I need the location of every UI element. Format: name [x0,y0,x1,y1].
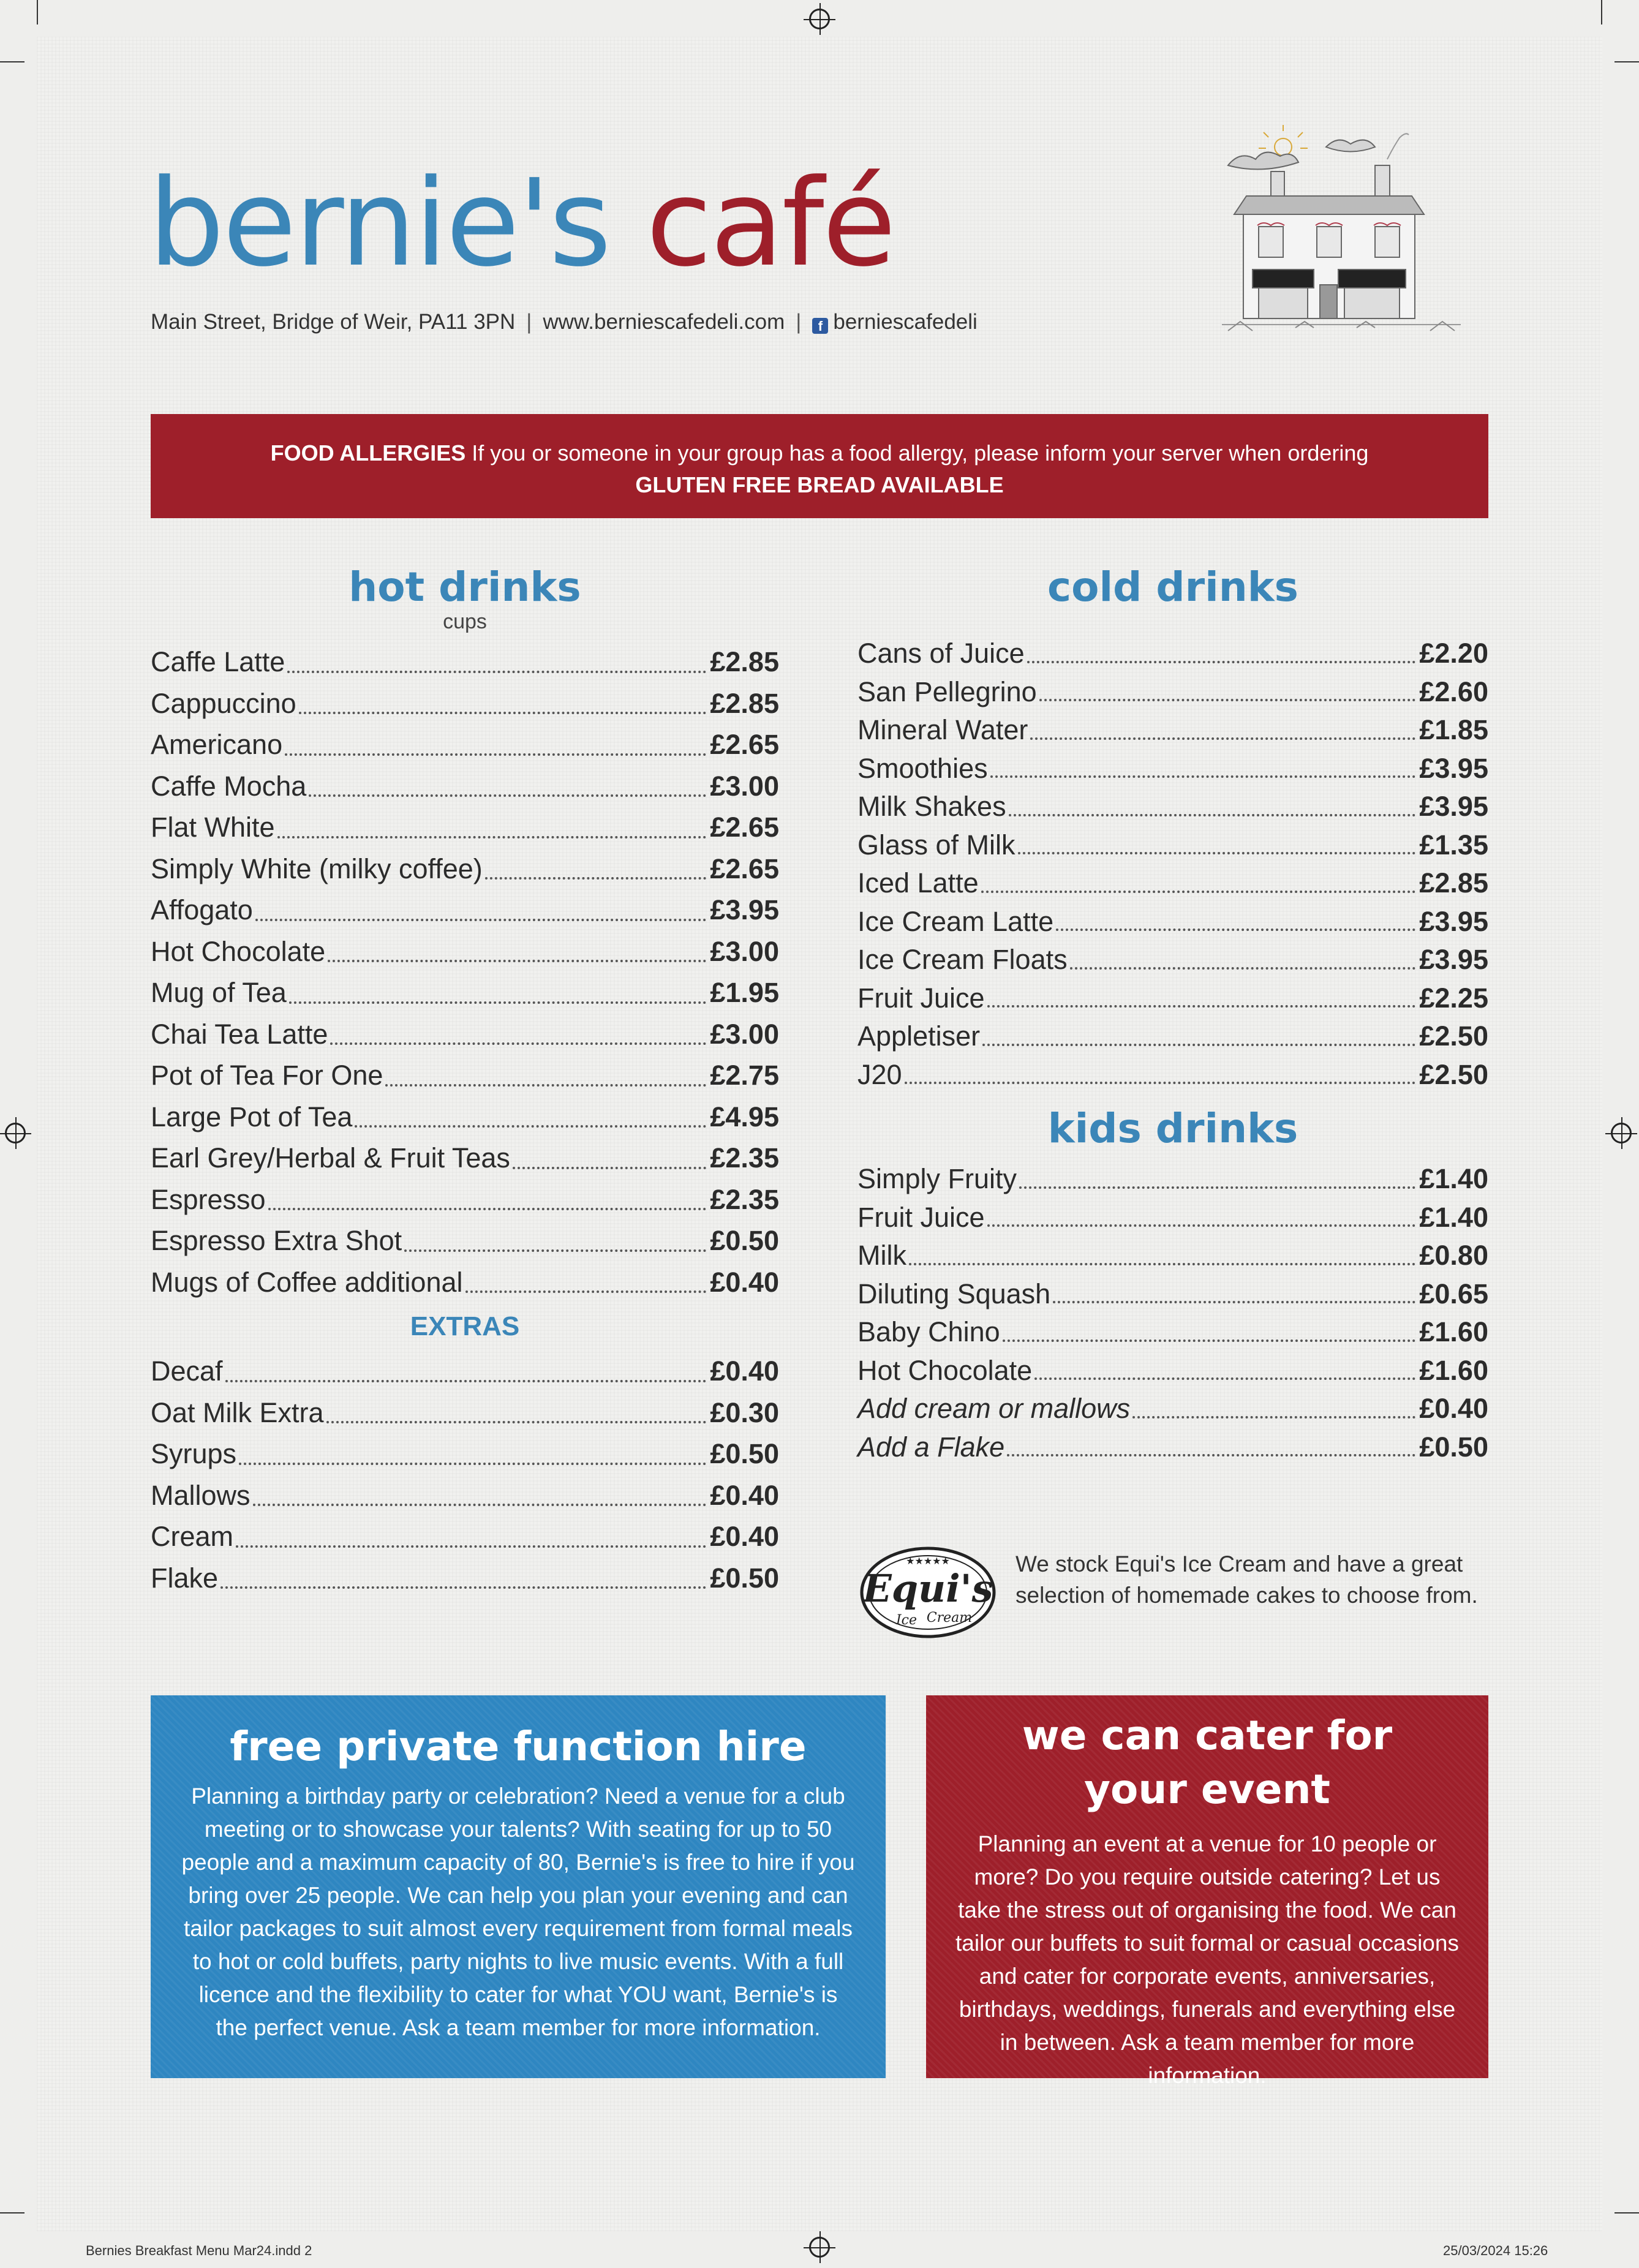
hot-drinks-subtitle: cups [443,610,487,633]
menu-item [151,1014,779,1055]
menu-item-price: £1.35 [1419,829,1488,861]
menu-item-price: £2.85 [710,687,779,719]
menu-item-name: Caffe Mocha [151,770,307,802]
menu-item-price: £2.35 [710,1183,779,1215]
menu-item-price: £3.95 [1419,791,1488,822]
allergy-line-1 [151,437,1488,469]
dot-leader [1003,1339,1416,1342]
menu-item-name: Fruit Juice [857,982,985,1014]
menu-item-name: Simply Fruity [857,1163,1017,1194]
menu-item-price: £2.65 [710,729,779,760]
menu-item-name: Baby Chino [857,1316,1000,1347]
dot-leader [330,1042,706,1045]
menu-item-price: £3.00 [710,770,779,802]
dot-leader [990,775,1416,778]
menu-item [857,1056,1488,1094]
menu-item [151,1475,779,1516]
menu-item-name: Caffe Latte [151,646,285,677]
menu-item-name: Ice Cream Floats [857,944,1068,975]
registration-mark-top [809,9,830,29]
menu-item-name: Simply White (milky coffee) [151,853,483,884]
menu-item-price: £1.60 [1419,1316,1488,1347]
menu-item-price: £0.40 [710,1355,779,1387]
menu-item-name: Flat White [151,812,275,843]
menu-item-price: £0.30 [710,1396,779,1428]
menu-item-price: £0.40 [710,1479,779,1511]
dot-leader [1019,1186,1415,1189]
menu-item [857,1017,1488,1056]
menu-item [151,1433,779,1475]
menu-item [151,1516,779,1558]
catering-text: Planning an event at a venue for 10 people or more? Do you require outside catering? Let us take the stress out of organising the food. We can tailor our buffets to suit formal or casual occasions and cater for corporate events, anniversaries, birthdays, weddings, funerals and everything else in between. Ask a team member for more information. [955,1831,1459,2088]
facebook-icon: f [812,318,828,334]
dot-leader [1070,967,1416,970]
menu-item-price: £2.65 [710,812,779,843]
catering-title-line-2: your event [1084,1766,1330,1813]
menu-item [857,1237,1488,1275]
menu-item-name: Appletiser [857,1020,981,1052]
gluten-free-notice: GLUTEN FREE BREAD AVAILABLE [635,472,1004,497]
menu-item-name: Espresso Extra Shot [151,1225,402,1256]
menu-item [857,1275,1488,1314]
menu-item [151,931,779,973]
menu-item-price: £0.50 [710,1225,779,1256]
menu-item-price: £2.75 [710,1060,779,1091]
menu-item-name: Fruit Juice [857,1201,985,1233]
menu-item [151,1179,779,1221]
menu-item [857,1428,1488,1467]
menu-item-price: £2.20 [1419,638,1488,669]
menu-item-price: £1.85 [1419,714,1488,745]
menu-item [857,979,1488,1018]
crop-mark [0,61,24,62]
cold-drinks-section [857,561,1488,1466]
dot-leader [355,1125,706,1128]
menu-item-price: £2.50 [1419,1020,1488,1052]
menu-item-name: Ice Cream Latte [857,905,1054,937]
dot-leader [485,877,707,880]
dot-leader [385,1084,706,1087]
dot-leader [309,794,706,797]
dot-leader [268,1208,707,1210]
menu-item-name: Decaf [151,1355,223,1387]
equis-logo-name: Equi's [862,1566,993,1611]
dot-leader [285,753,706,756]
print-date: 25/03/2024 15:26 [1443,2243,1548,2258]
menu-item [857,903,1488,941]
dot-leader [982,1044,1415,1046]
logo-name: bernie's [148,154,610,293]
menu-item-name: Mineral Water [857,714,1028,745]
menu-item-name: Milk Shakes [857,791,1006,822]
menu-item [151,683,779,725]
menu-item [151,848,779,890]
extras-list [151,1351,779,1599]
menu-item-price: £0.40 [710,1266,779,1298]
dot-leader [1056,929,1415,931]
menu-item-name: Iced Latte [857,867,979,899]
menu-item [857,1352,1488,1390]
menu-item-price: £0.50 [710,1562,779,1594]
cafe-building-illustration [1210,122,1473,343]
crop-mark [1615,61,1639,62]
menu-item-price: £2.65 [710,853,779,884]
allergy-text: If you or someone in your group has a food allergy, please inform your server when ordering [472,440,1369,465]
menu-item [151,1137,779,1179]
menu-item [151,724,779,766]
menu-item [857,635,1488,673]
menu-item [151,1220,779,1262]
menu-item [151,1096,779,1138]
menu-item [151,807,779,848]
menu-item-name: Mug of Tea [151,977,287,1008]
menu-item-name: Americano [151,729,283,760]
menu-item-price: £0.50 [1419,1431,1488,1463]
equis-ice-cream-logo [857,1543,998,1648]
cold-drinks-list [857,635,1488,1094]
menu-item-name: Add a Flake [857,1431,1005,1463]
menu-item-name: Smoothies [857,752,988,784]
menu-item [151,1558,779,1599]
menu-item-name: Glass of Milk [857,829,1015,861]
menu-item-price: £4.95 [710,1101,779,1132]
equis-description: We stock Equi's Ice Cream and have a great selection of homemade cakes to choose from. [1015,1551,1478,1608]
menu-item [857,864,1488,903]
dot-leader [1034,1377,1415,1380]
menu-item-name: Add cream or mallows [857,1393,1131,1424]
menu-item-price: £1.60 [1419,1354,1488,1386]
menu-item-name: Cans of Juice [857,638,1025,669]
menu-item [151,1055,779,1096]
dot-leader [287,671,706,673]
extras-title: EXTRAS [410,1311,520,1341]
menu-item-name: Espresso [151,1183,266,1215]
menu-item-price: £2.85 [1419,867,1488,899]
menu-item-price: £3.00 [710,935,779,967]
dot-leader [1053,1301,1415,1303]
dot-leader [987,1224,1416,1227]
menu-item-price: £1.40 [1419,1163,1488,1194]
menu-item-name: Syrups [151,1438,237,1469]
menu-item-name: Milk [857,1240,906,1271]
address-text: Main Street, Bridge of Weir, PA11 3PN [151,310,516,334]
website-link[interactable]: www.berniescafedeli.com [543,310,785,334]
menu-item-price: £1.95 [710,977,779,1008]
menu-item-name: Hot Chocolate [857,1354,1033,1386]
menu-item [151,889,779,931]
menu-item-price: £3.95 [1419,944,1488,975]
cafe-logo [148,153,894,294]
menu-item-name: Flake [151,1562,219,1594]
menu-item-price: £0.40 [710,1521,779,1552]
menu-item [857,711,1488,750]
menu-item-price: £3.00 [710,1018,779,1050]
dot-leader [253,1504,707,1506]
star-row: ★★★★★ [906,1555,950,1567]
menu-item [857,1160,1488,1199]
function-hire-title: free private function hire [230,1723,807,1770]
dot-leader [326,1421,707,1423]
menu-item-price: £2.85 [710,646,779,677]
dot-leader [905,1082,1416,1084]
dot-leader [220,1586,706,1589]
menu-item-name: Hot Chocolate [151,935,326,967]
dot-leader [909,1263,1415,1265]
menu-item-name: Mugs of Coffee additional [151,1266,463,1298]
registration-mark-bottom [809,2237,830,2258]
dot-leader [236,1545,706,1548]
menu-item-price: £2.25 [1419,982,1488,1014]
menu-item-price: £3.95 [1419,752,1488,784]
dot-leader [255,919,707,921]
menu-item [857,788,1488,826]
dot-leader [1027,661,1416,663]
dot-leader [277,836,707,838]
menu-item [151,972,779,1014]
hot-drinks-title: hot drinks [349,563,581,611]
menu-item-name: Oat Milk Extra [151,1396,324,1428]
menu-item [857,1390,1488,1428]
dot-leader [404,1249,706,1252]
menu-item [151,1262,779,1303]
dot-leader [289,1001,707,1004]
menu-item-price: £0.40 [1419,1393,1488,1424]
dot-leader [1018,852,1416,854]
menu-item-price: £0.80 [1419,1240,1488,1271]
menu-item [151,1392,779,1434]
print-file-name: Bernies Breakfast Menu Mar24.indd 2 [86,2243,312,2258]
menu-item [857,1199,1488,1237]
equis-logo-cream: Cream [926,1610,973,1626]
kids-drinks-list [857,1160,1488,1466]
menu-item [857,941,1488,979]
dot-leader [1009,814,1416,816]
cold-drinks-title: cold drinks [1047,563,1298,611]
menu-item [857,1313,1488,1352]
separator: | [796,310,802,334]
menu-item-name: Diluting Squash [857,1278,1051,1309]
equis-logo-ice: Ice [895,1613,917,1628]
registration-mark-right [1611,1123,1632,1143]
hot-drinks-list [151,641,779,1303]
menu-item [857,673,1488,712]
menu-item-name: Earl Grey/Herbal & Fruit Teas [151,1142,510,1174]
allergy-heading: FOOD ALLERGIES [270,440,466,465]
hot-drinks-section [151,561,779,1599]
menu-item-name: Affogato [151,894,253,925]
menu-item-name: Chai Tea Latte [151,1018,328,1050]
menu-item-name: Large Pot of Tea [151,1101,353,1132]
dot-leader [239,1463,706,1465]
menu-item [151,641,779,683]
dot-leader [465,1290,707,1293]
menu-item [857,750,1488,788]
dot-leader [1039,699,1416,701]
dot-leader [1030,737,1415,740]
menu-item-name: Cream [151,1521,234,1552]
separator: | [526,310,532,334]
menu-item-price: £2.60 [1419,676,1488,707]
dot-leader [981,891,1416,893]
catering-title-line-1: we can cater for [1022,1712,1393,1759]
menu-item-name: Cappuccino [151,687,296,719]
allergy-banner [151,414,1488,518]
menu-item-price: £3.95 [710,894,779,925]
menu-item-price: £2.50 [1419,1058,1488,1090]
dot-leader [513,1167,707,1169]
catering-box [926,1695,1488,2088]
menu-item-price: £3.95 [1419,905,1488,937]
kids-drinks-title: kids drinks [1047,1105,1298,1152]
dot-leader [299,712,707,714]
contact-line [151,310,978,334]
function-hire-text: Planning a birthday party or celebration? Need a venue for a club meeting or to showcase your talents? With seating for up to 50 people and a maximum capacity of 80, Bernie's is free to hire if you bring over 25 people. We can help you plan your evening and can tailor packages to suit almost every requirement from formal meals to hot or cold buffets, party nights to live music events. With a full licence and the flexibility to cater for what YOU want, Bernie's is the perfect venue. Ask a team member for more information. [181,1784,855,2040]
menu-item-name: Pot of Tea For One [151,1060,383,1091]
menu-item-price: £2.35 [710,1142,779,1174]
menu-item [151,766,779,807]
dot-leader [1132,1416,1415,1418]
dot-leader [225,1380,707,1382]
logo-cafe: café [646,154,895,293]
menu-item-price: £0.65 [1419,1278,1488,1309]
dot-leader [328,960,706,962]
crop-mark [1615,2212,1639,2213]
menu-item [151,1351,779,1392]
registration-mark-left [5,1123,26,1143]
crop-mark [0,2212,24,2213]
menu-item-price: £1.40 [1419,1201,1488,1233]
menu-item [857,826,1488,865]
menu-item-name: J20 [857,1058,902,1090]
menu-item-price: £0.50 [710,1438,779,1469]
function-hire-box [151,1695,886,2078]
menu-item-name: Mallows [151,1479,251,1511]
crop-mark [37,0,38,24]
menu-item-name: San Pellegrino [857,676,1037,707]
dot-leader [987,1005,1416,1008]
crop-mark [1601,0,1602,24]
dot-leader [1007,1454,1415,1456]
facebook-handle[interactable]: berniescafedeli [833,310,978,334]
